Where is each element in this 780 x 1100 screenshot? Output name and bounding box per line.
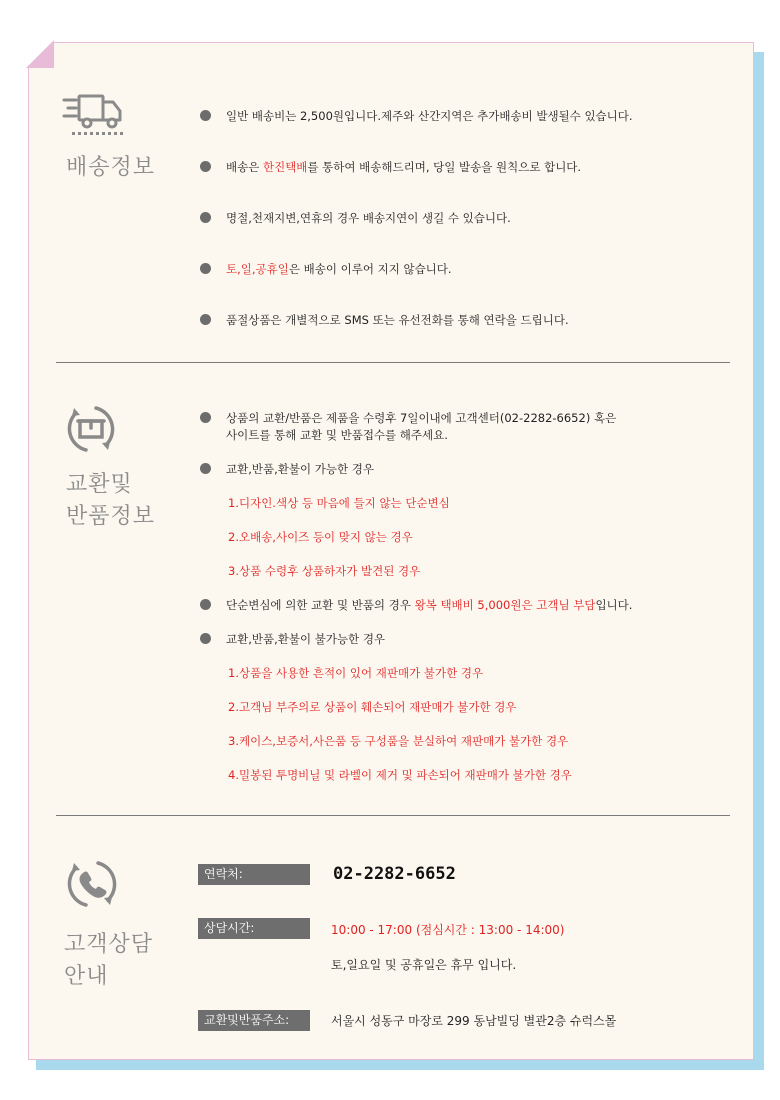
shipping-item-text	[226, 261, 452, 277]
bullet-dot	[200, 212, 211, 223]
shipping-item-text	[226, 159, 581, 175]
bullet-dot	[200, 412, 211, 423]
bullet-dot	[200, 110, 211, 121]
exchange-title-line1: 교환및	[66, 472, 133, 497]
shipping-item-text	[226, 312, 569, 328]
folded-corner-flap	[26, 40, 54, 68]
delivery-truck-icon	[62, 92, 128, 138]
address-value: 서울시 성동구 마장로 299 동남빌딩 별관2층 슈럭스몰	[331, 1014, 617, 1028]
impossible-heading: 교환,반품,환불이 불가능한 경우	[226, 632, 386, 646]
bullet-dot	[200, 463, 211, 474]
possible-heading: 교환,반품,환불이 가능한 경우	[226, 462, 374, 476]
impossible-item: 3.케이스,보증서,사은품 등 구성품을 분실하여 재판매가 불가한 경우	[228, 734, 569, 748]
text-part: 를 통하여 배송해드리며, 당일 발송을 원칙으로 합니다.	[307, 160, 582, 174]
possible-item: 3.상품 수령후 상품하자가 발견된 경우	[228, 564, 421, 578]
fee-highlight: 왕복 택배비 5,000원은 고객님 부담	[414, 598, 596, 612]
fee-pre: 단순변심에 의한 교환 및 반품의 경우	[226, 598, 415, 612]
holiday-notice: 토,일요일 및 공휴일은 휴무 입니다.	[331, 958, 517, 972]
text-part: 일반 배송비는 2,500원입니다.제주와 산간지역은 추가배송비 발생될수 있습니다.	[226, 109, 633, 123]
highlight-text: 토,일,공휴일	[226, 262, 289, 276]
highlight-text: 한진택배	[262, 160, 308, 174]
phone-label: 연락처:	[198, 864, 310, 885]
phone-call-icon	[66, 858, 118, 910]
impossible-item: 2.고객님 부주의로 상품이 훼손되어 재판매가 불가한 경우	[228, 700, 517, 714]
text-part: 명절,천재지변,연휴의 경우 배송지연이 생길 수 있습니다.	[226, 211, 511, 225]
divider	[56, 815, 730, 816]
bullet-dot	[200, 633, 211, 644]
contact-title-line2: 안내	[64, 964, 109, 989]
text-part: 은 배송이 이루어 지지 않습니다.	[288, 262, 452, 276]
possible-item: 1.디자인.색상 등 마음에 들지 않는 단순변심	[228, 496, 450, 510]
bullet-dot	[200, 599, 211, 610]
impossible-item: 4.밀봉된 투명비닐 및 라벨이 제거 및 파손되어 재판매가 불가한 경우	[228, 768, 572, 782]
fee-text	[226, 597, 632, 613]
possible-item: 2.오배송,사이즈 등이 맞지 않는 경우	[228, 530, 413, 544]
bullet-dot	[200, 263, 211, 274]
hours-label: 상담시간:	[198, 918, 310, 939]
text-part: 배송은	[226, 160, 263, 174]
exchange-intro-line2: 사이트를 통해 교환 및 반품접수를 해주세요.	[226, 428, 448, 442]
contact-title-line1: 고객상담	[64, 932, 154, 957]
bullet-dot	[200, 314, 211, 325]
shipping-item-text	[226, 210, 511, 226]
exchange-title-line2: 반품정보	[66, 504, 156, 529]
bullet-dot	[200, 161, 211, 172]
divider	[56, 362, 730, 363]
shipping-title: 배송정보	[66, 155, 156, 180]
hours-value: 10:00 - 17:00 (점심시간 : 13:00 - 14:00)	[331, 923, 565, 937]
text-part: 품절상품은 개별적으로 SMS 또는 유선전화를 통해 연락을 드립니다.	[226, 313, 569, 327]
phone-number: 02-2282-6652	[333, 864, 456, 884]
address-label: 교환및반품주소:	[198, 1010, 310, 1031]
shipping-item-text	[226, 108, 633, 124]
info-card	[28, 42, 754, 1060]
impossible-item: 1.상품을 사용한 흔적이 있어 재판매가 불가한 경우	[228, 666, 484, 680]
exchange-intro-line1: 상품의 교환/반품은 제품을 수령후 7일이내에 고객센터(02-2282-6652) 혹은	[226, 411, 617, 425]
fee-post: 입니다.	[595, 598, 633, 612]
return-box-icon	[64, 402, 118, 456]
